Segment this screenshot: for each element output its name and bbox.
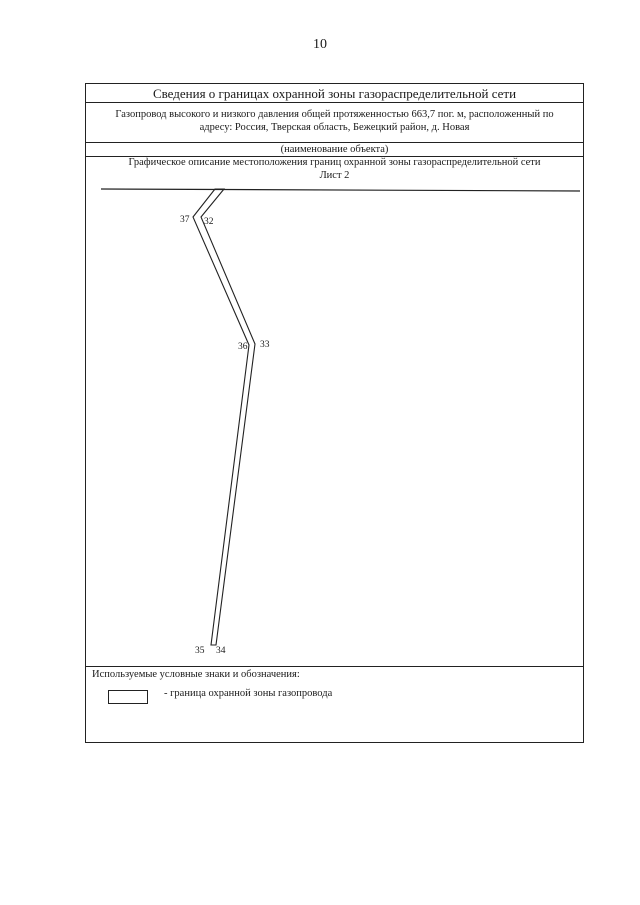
road-line (101, 189, 580, 191)
document-title: Сведения о границах охранной зоны газораспределительной сети (86, 84, 583, 103)
plan-title: Графическое описание местоположения границ охранной зоны газораспределительной сети (128, 157, 541, 168)
legend-title: Используемые условные знаки и обозначения: (92, 669, 300, 680)
sheet-label: Лист 2 (319, 170, 350, 181)
legend-symbol (108, 690, 148, 704)
point-label-36: 36 (238, 342, 248, 352)
document-frame (85, 83, 584, 743)
object-caption: (наименование объекта) (86, 143, 583, 157)
zone-drawing (86, 184, 583, 664)
point-label-33: 33 (260, 340, 270, 350)
zone-boundary (193, 189, 255, 645)
object-name: Газопровод высокого и низкого давления общей протяженностью 663,7 пог. м, расположенный по адресу: Россия, Тверская область, Бежецкий район, д. Новая (86, 103, 583, 143)
legend-divider (86, 666, 583, 667)
point-label-32: 32 (204, 217, 214, 227)
point-label-35: 35 (195, 646, 205, 656)
page-number: 10 (313, 37, 327, 52)
legend-text: - граница охранной зоны газопровода (164, 688, 333, 699)
point-label-37: 37 (180, 215, 190, 225)
point-label-34: 34 (216, 646, 226, 656)
